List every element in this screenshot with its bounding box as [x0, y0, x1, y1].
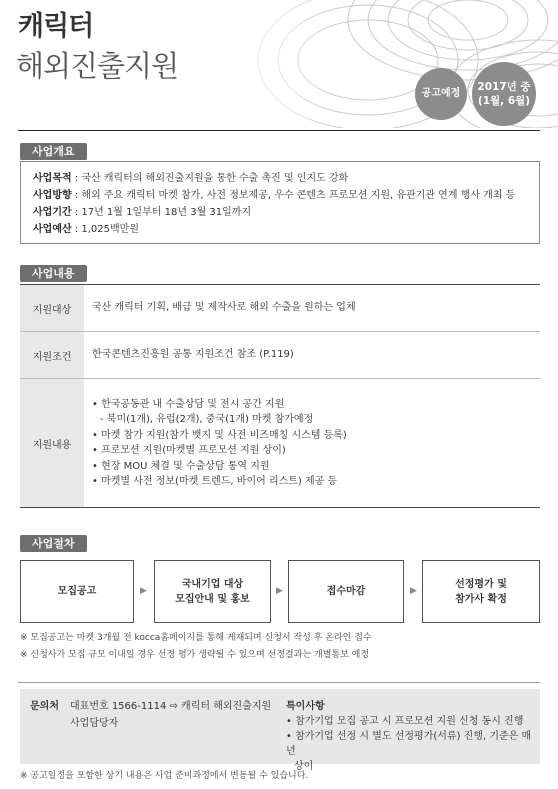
contact-divider	[18, 682, 540, 683]
table-row	[20, 285, 540, 332]
section-label-content: 사업내용	[20, 265, 87, 282]
contact-phone: 대표번호 1566-1114 ⇨ 캐릭터 해외진출지원	[70, 701, 272, 712]
table-row	[20, 332, 540, 379]
overview-box	[20, 161, 540, 244]
arrow-right-icon: ▶	[276, 586, 283, 596]
arrow-right-icon: ▶	[140, 586, 147, 596]
list-item: • 마켓별 사전 정보(마켓 트렌드, 바이어 리스트) 제공 등	[92, 476, 338, 487]
procedure-step: 국내기업 대상 모집안내 및 홍보	[154, 560, 271, 623]
page-header	[0, 0, 558, 128]
special-list	[286, 714, 536, 774]
procedure-step: 접수마감	[288, 560, 404, 623]
notice-badge: 공고예정	[415, 68, 467, 120]
list-item: 상이	[294, 761, 314, 772]
arrow-right-icon: ▶	[410, 586, 417, 596]
overview-row: 사업목적 : 국산 캐릭터의 해외진출지원을 통한 수출 촉진 및 인지도 강화	[33, 173, 349, 184]
contact-box	[20, 689, 540, 772]
list-item: • 참가기업 모집 공고 시 프로모션 지원 신청 동시 진행	[286, 716, 524, 727]
procedure-note: ※ 신청사가 모집 규모 이내일 경우 선정 평가 생략될 수 있으며 선정결과는 개별통보 예정	[20, 650, 370, 660]
list-item: - 북미(1개), 유럽(2개), 중국(1개) 마켓 참가예정	[100, 414, 314, 425]
overview-row: 사업방향 : 해외 주요 캐릭터 마켓 참가, 사전 정보제공, 우수 콘텐츠 프로모션 지원, 유관기관 연계 행사 개최 등	[33, 190, 516, 201]
row-header: 지원대상	[20, 285, 84, 331]
section-label-procedure: 사업절차	[20, 535, 87, 552]
procedure-step: 선정평가 및 참가사 확정	[422, 560, 540, 623]
contact-person: 사업담당자	[70, 718, 119, 729]
date-badge: 2017년 중 (1월, 6월)	[472, 62, 536, 126]
footer-note: ※ 공고일정을 포함한 상기 내용은 사업 준비과정에서 변동될 수 있습니다.	[20, 771, 309, 781]
overview-row: 사업기간 : 17년 1월 1일부터 18년 3월 31일까지	[33, 207, 252, 218]
section-label-overview: 사업개요	[20, 143, 87, 160]
special-label: 특이사항	[286, 701, 325, 712]
list-item: • 현장 MOU 체결 및 수출상담 통역 지원	[92, 460, 270, 472]
procedure-step: 모집공고	[20, 560, 134, 623]
page-subtitle: 해외진출지원	[16, 49, 179, 83]
row-header: 지원조건	[20, 332, 84, 378]
detail-list	[84, 379, 540, 507]
contact-label: 문의처	[30, 701, 59, 712]
list-item: • 한국공동관 내 수출상담 및 전시 공간 지원	[92, 398, 285, 410]
header-divider	[18, 130, 540, 131]
table-row	[20, 379, 540, 507]
list-item: • 마켓 참가 지원(참가 뱃지 및 사전 비즈매칭 시스템 등록)	[92, 429, 347, 441]
content-table	[20, 284, 540, 508]
row-value: 국산 캐릭터 기획, 배급 및 제작사로 해외 수출을 원하는 업체	[92, 302, 356, 314]
overview-row: 사업예산 : 1,025백만원	[33, 224, 139, 235]
row-header: 지원내용	[20, 379, 84, 507]
list-item: • 프로모션 지원(마켓별 프로모션 지원 상이)	[92, 445, 286, 456]
page-title: 캐릭터	[18, 11, 94, 42]
row-value: 한국콘텐츠진흥원 공통 지원조건 참조 (P.119)	[92, 349, 294, 361]
procedure-note: ※ 모집공고는 마켓 3개월 전 kocca홈페이지를 통해 게재되며 신청서 작성 후 온라인 접수	[20, 633, 372, 643]
list-item: • 참가기업 선정 시 별도 선정평가(서류) 진행, 기준은 매년	[286, 731, 532, 757]
